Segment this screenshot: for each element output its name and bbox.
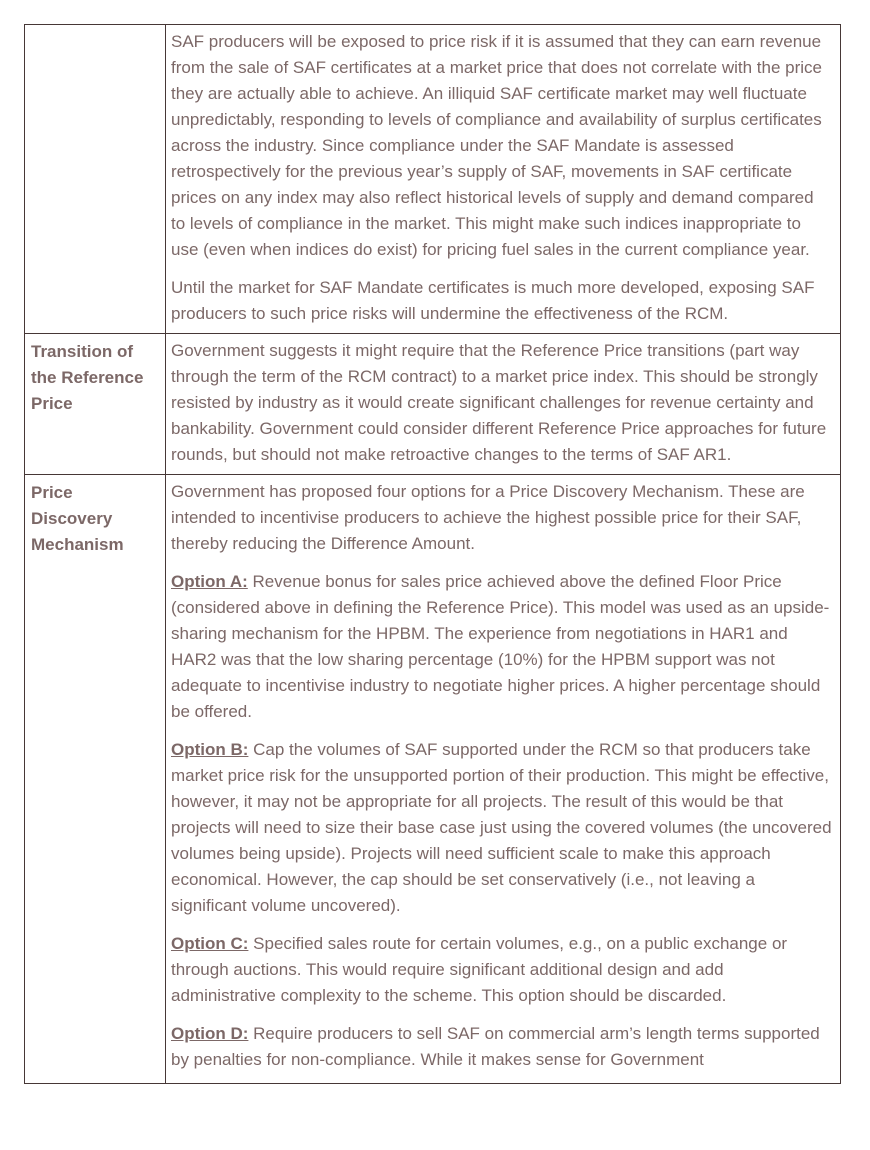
table-row-price-discovery-mechanism bbox=[25, 475, 841, 1084]
paragraph-option-b bbox=[171, 737, 832, 919]
row-body-cell bbox=[166, 25, 841, 334]
row-header-cell bbox=[25, 334, 166, 475]
table-row-transition-reference-price bbox=[25, 334, 841, 475]
paragraph-option-a bbox=[171, 569, 832, 725]
paragraph-option-d bbox=[171, 1021, 832, 1073]
row-header-label bbox=[25, 25, 165, 36]
paragraph bbox=[171, 275, 832, 327]
row-body-content bbox=[166, 475, 840, 1083]
paragraph-text: Revenue bonus for sales price achieved above the defined Floor Price (considered above in defining the Reference Price). This model was used as an upside-sharing mechanism for the HPBM. The experience from negotiations in HAR1 and HAR2 was that the low sharing percentage (10%) for the HPBM support was not adequate to incentivise industry to negotiate higher prices. A higher percentage should be offered. bbox=[171, 572, 830, 721]
row-header-label: Transition of the Reference Price bbox=[31, 342, 144, 413]
paragraph-text: Until the market for SAF Mandate certificates is much more developed, exposing SAF producers to such price risks will undermine the effectiveness of the RCM. bbox=[171, 278, 815, 323]
paragraph-text: Government has proposed four options for a Price Discovery Mechanism. These are intended to incentivise producers to achieve the highest possible price for their SAF, thereby reducing the Difference Amount. bbox=[171, 482, 805, 553]
row-header-cell-empty bbox=[25, 25, 166, 334]
paragraph-text: Require producers to sell SAF on commercial arm’s length terms supported by penalties for non-compliance. While it makes sense for Government bbox=[171, 1024, 820, 1069]
paragraph-text: Government suggests it might require that the Reference Price transitions (part way through the term of the RCM contract) to a market price index. This should be strongly resisted by industry as it would create significant challenges for revenue certainty and bankability. Government could consider different Reference Price approaches for future rounds, but should not make retroactive changes to the terms of SAF AR1. bbox=[171, 341, 827, 464]
option-d-lead: Option D: bbox=[171, 1024, 249, 1043]
paragraph bbox=[171, 479, 832, 557]
paragraph bbox=[171, 338, 832, 468]
row-body-content bbox=[166, 334, 840, 474]
rcm-response-table bbox=[24, 24, 841, 1084]
row-body-content bbox=[166, 25, 840, 333]
paragraph-text: SAF producers will be exposed to price risk if it is assumed that they can earn revenue from the sale of SAF certificates at a market price that does not correlate with the price they are actually able to achieve. An illiquid SAF certificate market may well fluctuate unpredictably, responding to levels of compliance and availability of surplus certificates across the industry. Since compliance under the SAF Mandate is assessed retrospectively for the previous year’s supply of SAF, movements in SAF certificate prices on any index may also reflect historical levels of supply and demand compared to levels of compliance in the market. This might make such indices inappropriate to use (even when indices do exist) for pricing fuel sales in the current compliance year. bbox=[171, 32, 823, 259]
option-b-lead: Option B: bbox=[171, 740, 249, 759]
option-a-lead: Option A: bbox=[171, 572, 248, 591]
paragraph bbox=[171, 29, 832, 263]
row-header-cell bbox=[25, 475, 166, 1084]
row-body-cell bbox=[166, 334, 841, 475]
paragraph-option-c bbox=[171, 931, 832, 1009]
row-body-cell bbox=[166, 475, 841, 1084]
table-row-continuation bbox=[25, 25, 841, 334]
paragraph-text: Cap the volumes of SAF supported under the RCM so that producers take market price risk for the unsupported portion of their production. This might be effective, however, it may not be appropriate for all projects. The result of this would be that projects will need to size their base case just using the covered volumes (the uncovered volumes being upside). Projects will need sufficient scale to make this approach economical. However, the cap should be set conservatively (i.e., not leaving a significant volume uncovered). bbox=[171, 740, 832, 915]
row-header-label: Price Discovery Mechanism bbox=[31, 483, 124, 554]
paragraph-text: Specified sales route for certain volumes, e.g., on a public exchange or through auctions. This would require significant additional design and add administrative complexity to the scheme. This option should be discarded. bbox=[171, 934, 788, 1005]
option-c-lead: Option C: bbox=[171, 934, 249, 953]
